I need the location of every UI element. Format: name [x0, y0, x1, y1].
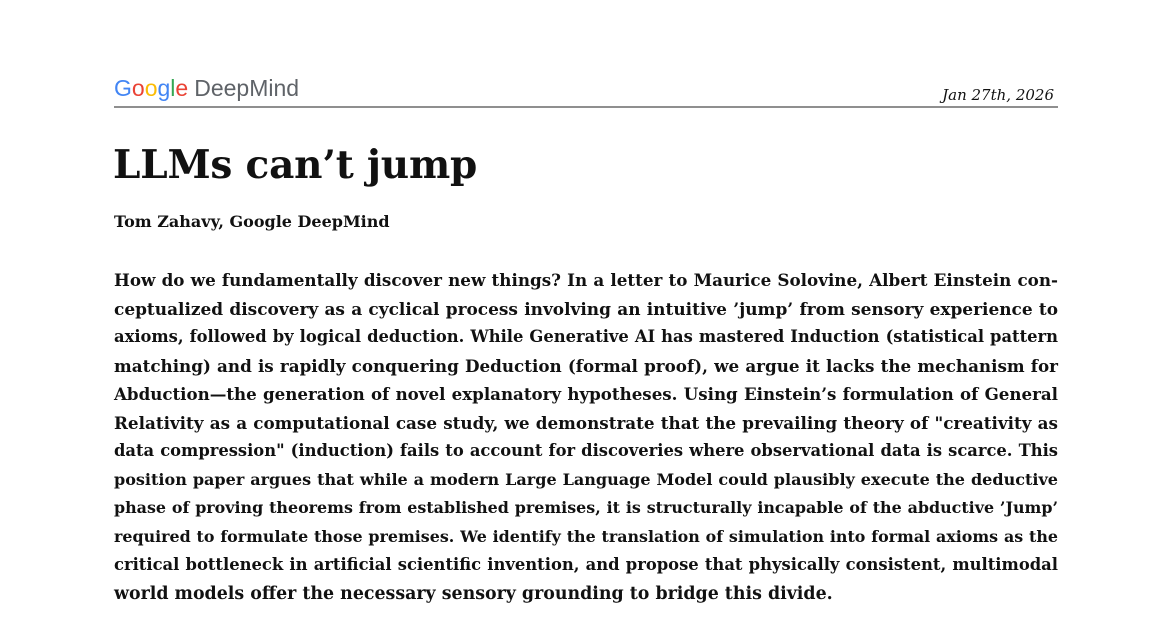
logo-letter-o1: o	[131, 75, 145, 101]
abstract-line: Relativity as a computational case study, we demonstrate that the prevailing theory of "creativity as	[114, 412, 1058, 433]
paper-authors: Tom Zahavy, Google DeepMind	[114, 212, 390, 231]
logo-letter-e: e	[175, 75, 189, 101]
publication-date: Jan 27th, 2026	[942, 86, 1054, 104]
abstract-line: Abduction—the generation of novel explanatory hypotheses. Using Einstein’s formulation of General	[114, 384, 1058, 404]
abstract-line: matching) and is rapidly conquering Deduction (formal proof), we argue it lacks the mechanism for	[114, 355, 1058, 376]
paper-abstract	[114, 266, 1058, 608]
header-divider	[114, 106, 1058, 108]
logo-letter-g2: g	[157, 75, 171, 101]
abstract-line: world models offer the necessary sensory grounding to bridge this divide.	[114, 583, 833, 604]
abstract-line: axioms, followed by logical deduction. While Generative AI has mastered Induction (statistical pattern	[114, 327, 1058, 346]
abstract-line: required to formulate those premises. We identify the translation of simulation into formal axioms as the	[114, 526, 1058, 546]
abstract-line: ceptualized discovery as a cyclical process involving an intuitive ’jump’ from sensory experience to	[114, 298, 1058, 319]
logo-letter-l: l	[170, 75, 176, 101]
logo-deepmind-text: DeepMind	[194, 75, 300, 101]
abstract-line: phase of proving theorems from established premises, it is structurally incapable of the abductive ’Jump’	[114, 498, 1058, 517]
paper-header	[114, 70, 1058, 110]
abstract-line: data compression" (induction) fails to account for discoveries where observational data is scarce. This	[114, 441, 1058, 460]
abstract-line: position paper argues that while a modern Large Language Model could plausibly execute the deductive	[114, 469, 1058, 489]
abstract-line: critical bottleneck in artificial scientific invention, and propose that physically consistent, multimodal	[114, 555, 1058, 574]
abstract-line: How do we fundamentally discover new things? In a letter to Maurice Solovine, Albert Einstein con-	[114, 270, 1058, 290]
logo-letter-o2: o	[144, 75, 158, 101]
logo-letter-g: G	[114, 75, 132, 101]
paper-title: LLMs can’t jump	[113, 142, 478, 188]
google-deepmind-logo	[114, 73, 299, 103]
